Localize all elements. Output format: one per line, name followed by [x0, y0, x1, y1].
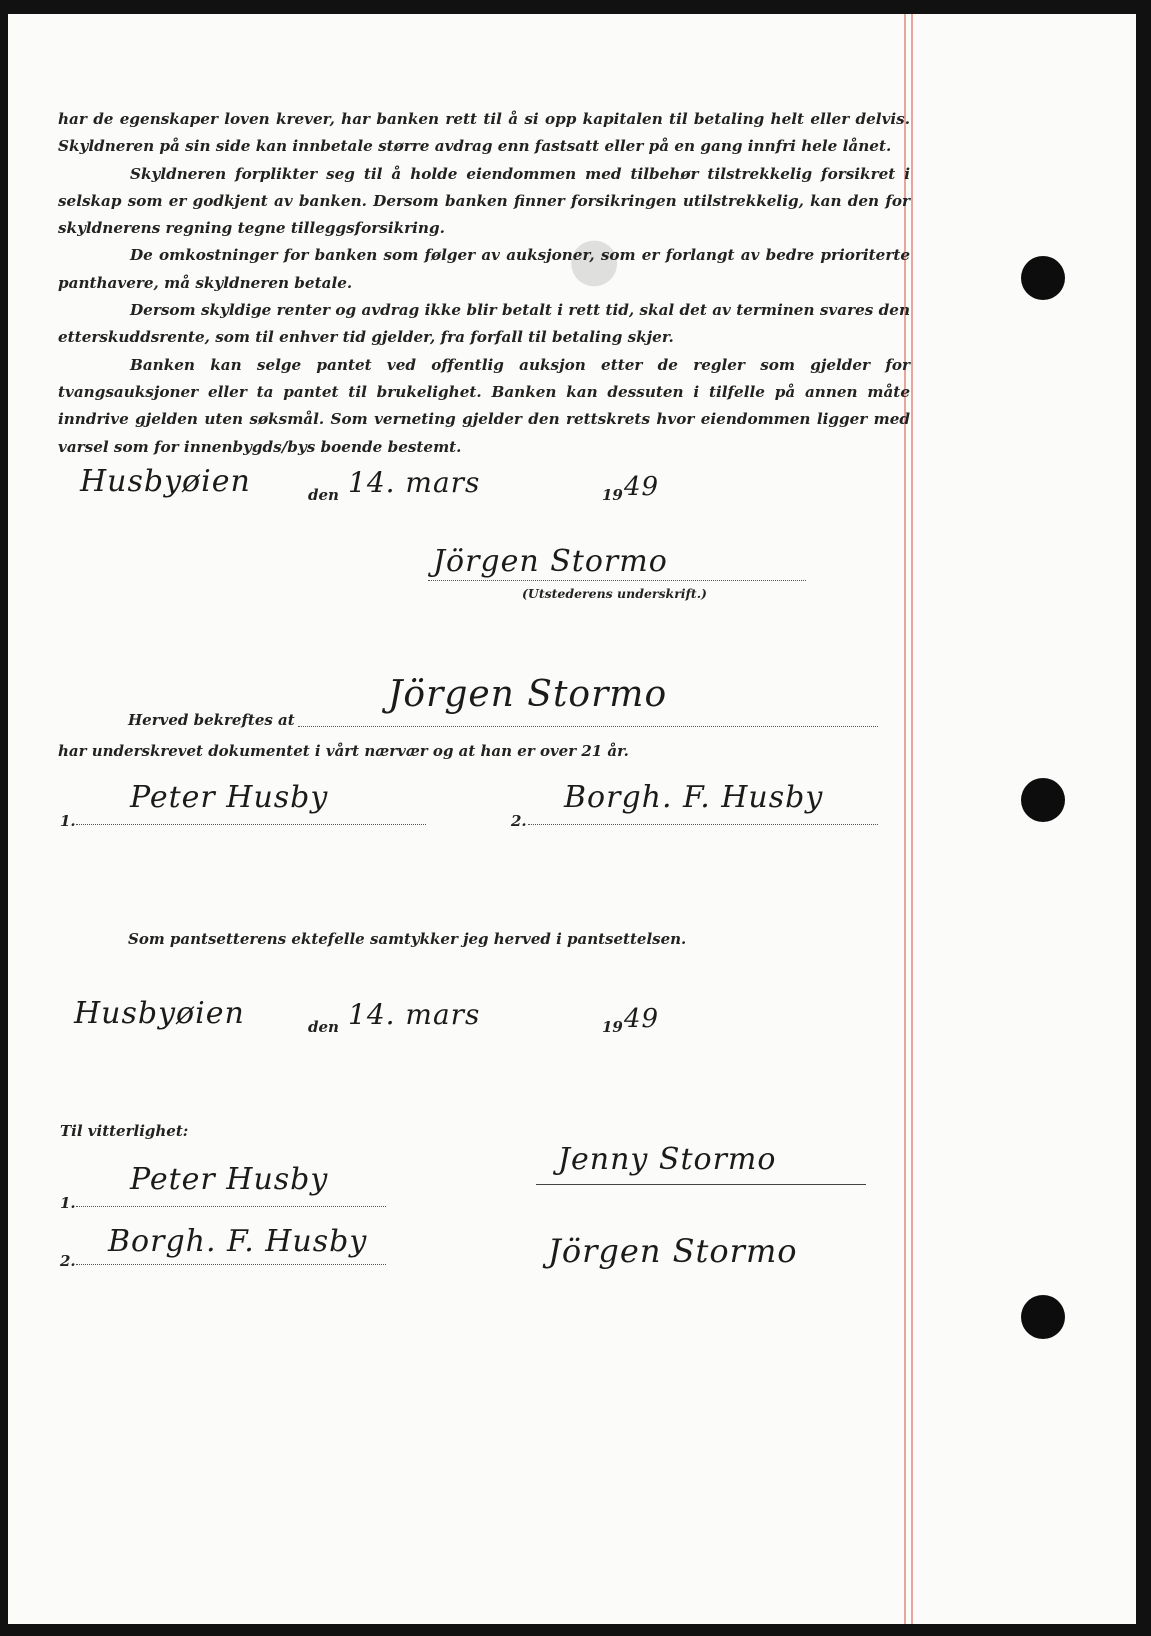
spouse-witness-1-number: 1.	[60, 1194, 76, 1212]
issuer-year-handwritten: 49	[624, 472, 660, 502]
vitterlighet-label: Til vitterlighet:	[60, 1122, 189, 1140]
spouse-date-handwritten: 14. mars	[348, 998, 481, 1031]
owner-second-signature: Jörgen Stormo	[548, 1232, 798, 1270]
issuer-signature: Jörgen Stormo	[433, 544, 668, 579]
terms-paragraph-1: har de egenskaper loven krever, har banken rett til å si opp kapitalen til betaling helt eller delvis. Skyldneren på sin side kan innbetale større avdrag enn fastsatt eller på en gang innfri hele lånet.	[58, 110, 910, 156]
terms-paragraph-2: Skyldneren forplikter seg til å holde eiendommen med tilbehør tilstrekkelig forsikret i selskap som er godkjent av banken. Dersom banken finner forsikringen utilstrekkelig, kan den for skyldnerens regning tegne tilleggsforsikring.	[58, 164, 910, 238]
issuer-signature-caption: (Utstederens underskrift.)	[522, 586, 707, 601]
terms-paragraph-3: De omkostninger for banken som følger av auksjoner, som er forlangt av bedre prioriterte panthavere, må skyldneren betale.	[58, 246, 910, 292]
spouse-witness-2-number: 2.	[60, 1252, 76, 1270]
issuer-signature-line	[428, 580, 806, 581]
spouse-witness-1-line	[76, 1206, 386, 1207]
terms-paragraph-4: Dersom skyldige renter og avdrag ikke blir betalt i rett tid, skal det av terminen svares den etterskuddsrente, som til enhver tid gjelder, fra forfall til betaling skjer.	[58, 301, 910, 347]
spouse-place-handwritten: Husbyøien	[74, 996, 245, 1031]
issuer-year-printed: 19	[602, 486, 623, 504]
punch-hole-top	[1021, 256, 1065, 300]
issuer-place-handwritten: Husbyøien	[80, 464, 251, 499]
document-page	[8, 14, 1136, 1624]
spouse-den-label: den	[308, 1018, 339, 1036]
confirmation-statement: har underskrevet dokumentet i vårt nærvær og at han er over 21 år.	[58, 742, 629, 760]
issuer-date-handwritten: 14. mars	[348, 466, 481, 499]
terms-text	[58, 106, 910, 461]
spouse-witness-2-signature: Borgh. F. Husby	[108, 1224, 368, 1259]
confirmation-label: Herved bekreftes at	[128, 711, 295, 729]
spouse-consent-text: Som pantsetterens ektefelle samtykker jeg herved i pantsettelsen.	[128, 930, 687, 948]
punch-hole-middle	[1021, 778, 1065, 822]
confirmation-name-line	[298, 726, 878, 727]
witness-2-signature: Borgh. F. Husby	[564, 780, 824, 815]
issuer-den-label: den	[308, 486, 339, 504]
spouse-witness-1-signature: Peter Husby	[130, 1162, 329, 1197]
witness-1-line	[76, 824, 426, 825]
terms-paragraph-5: Banken kan selge pantet ved offentlig auksjon etter de regler som gjelder for tvangsauksjoner eller ta pantet til brukelighet. Banken kan dessuten i tilfelle på annen måte inndrive gjelden uten søksmål. Som verneting gjelder den rettskrets hvor eiendommen ligger med varsel som for innenbygds/bys boende bestemt.	[58, 355, 910, 456]
witness-2-line	[528, 824, 878, 825]
spouse-year-handwritten: 49	[624, 1004, 660, 1034]
punch-hole-bottom	[1021, 1295, 1065, 1339]
bleed-through-mark: ●	[568, 224, 621, 294]
spouse-signature-line	[536, 1184, 866, 1185]
confirmation-name-handwritten: Jörgen Stormo	[388, 674, 668, 715]
witness-1-signature: Peter Husby	[130, 780, 329, 815]
witness-1-number: 1.	[60, 812, 76, 830]
spouse-year-printed: 19	[602, 1018, 623, 1036]
spouse-witness-2-line	[76, 1264, 386, 1265]
spouse-signature: Jenny Stormo	[558, 1142, 777, 1177]
witness-2-number: 2.	[511, 812, 527, 830]
margin-line-right	[911, 14, 913, 1624]
